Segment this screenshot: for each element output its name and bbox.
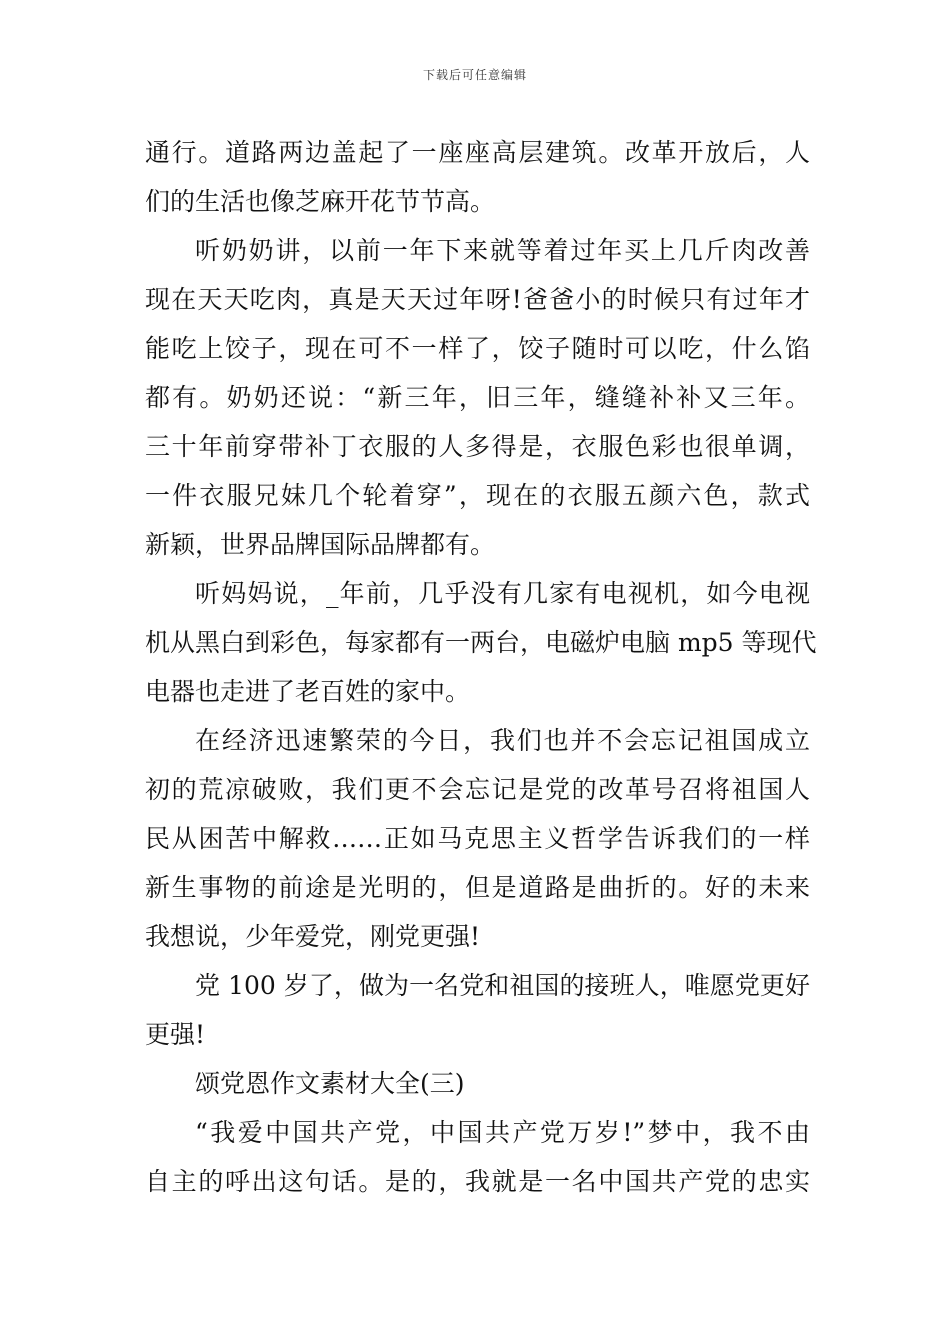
text-line: 新生事物的前途是光明的，但是道路是曲折的。好的未来 bbox=[145, 873, 810, 902]
text-line: 能吃上饺子，现在可不一样了，饺子随时可以吃，什么馅 bbox=[145, 334, 810, 363]
text-line: 听奶奶讲，以前一年下来就等着过年买上几斤肉改善 bbox=[195, 236, 810, 265]
text-line: 听妈妈说，_年前，几乎没有几家有电视机，如今电视 bbox=[195, 579, 810, 608]
text-line: 颂党恩作文素材大全(三) bbox=[195, 1069, 465, 1098]
page-header: 下载后可任意编辑 bbox=[422, 68, 527, 82]
body-text bbox=[145, 128, 817, 1206]
text-line: 三十年前穿带补丁衣服的人多得是，衣服色彩也很单调， bbox=[145, 432, 810, 461]
text-line: 更强! bbox=[145, 1020, 206, 1049]
text-line: 我想说，少年爱党，刚党更强! bbox=[145, 922, 481, 951]
text-line: 自主的呼出这句话。是的，我就是一名中国共产党的忠实 bbox=[145, 1167, 810, 1196]
text-line: 通行。道路两边盖起了一座座高层建筑。改革开放后，人 bbox=[145, 138, 810, 167]
text-line: 电器也走进了老百姓的家中。 bbox=[145, 677, 471, 706]
text-line: 民从困苦中解救……正如马克思主义哲学告诉我们的一样 bbox=[145, 824, 810, 853]
text-line: 初的荒凉破败，我们更不会忘记是党的改革号召将祖国人 bbox=[145, 775, 810, 804]
text-line: 新颖，世界品牌国际品牌都有。 bbox=[145, 530, 496, 559]
text-line: 们的生活也像芝麻开花节节高。 bbox=[145, 187, 496, 216]
text-line: 党 100 岁了，做为一名党和祖国的接班人，唯愿党更好 bbox=[195, 971, 810, 1000]
text-line: 都有。奶奶还说：“新三年，旧三年，缝缝补补又三年。 bbox=[145, 383, 810, 412]
text-line: “我爱中国共产党，中国共产党万岁!”梦中，我不由 bbox=[195, 1118, 810, 1147]
text-line: 现在天天吃肉，真是天天过年呀!爸爸小的时候只有过年才 bbox=[145, 285, 810, 314]
text-line: 机从黑白到彩色，每家都有一两台，电磁炉电脑 mp5 等现代 bbox=[145, 628, 817, 657]
text-line: 在经济迅速繁荣的今日，我们也并不会忘记祖国成立 bbox=[195, 726, 810, 755]
text-line: 一件衣服兄妹几个轮着穿”，现在的衣服五颜六色，款式 bbox=[145, 481, 810, 510]
